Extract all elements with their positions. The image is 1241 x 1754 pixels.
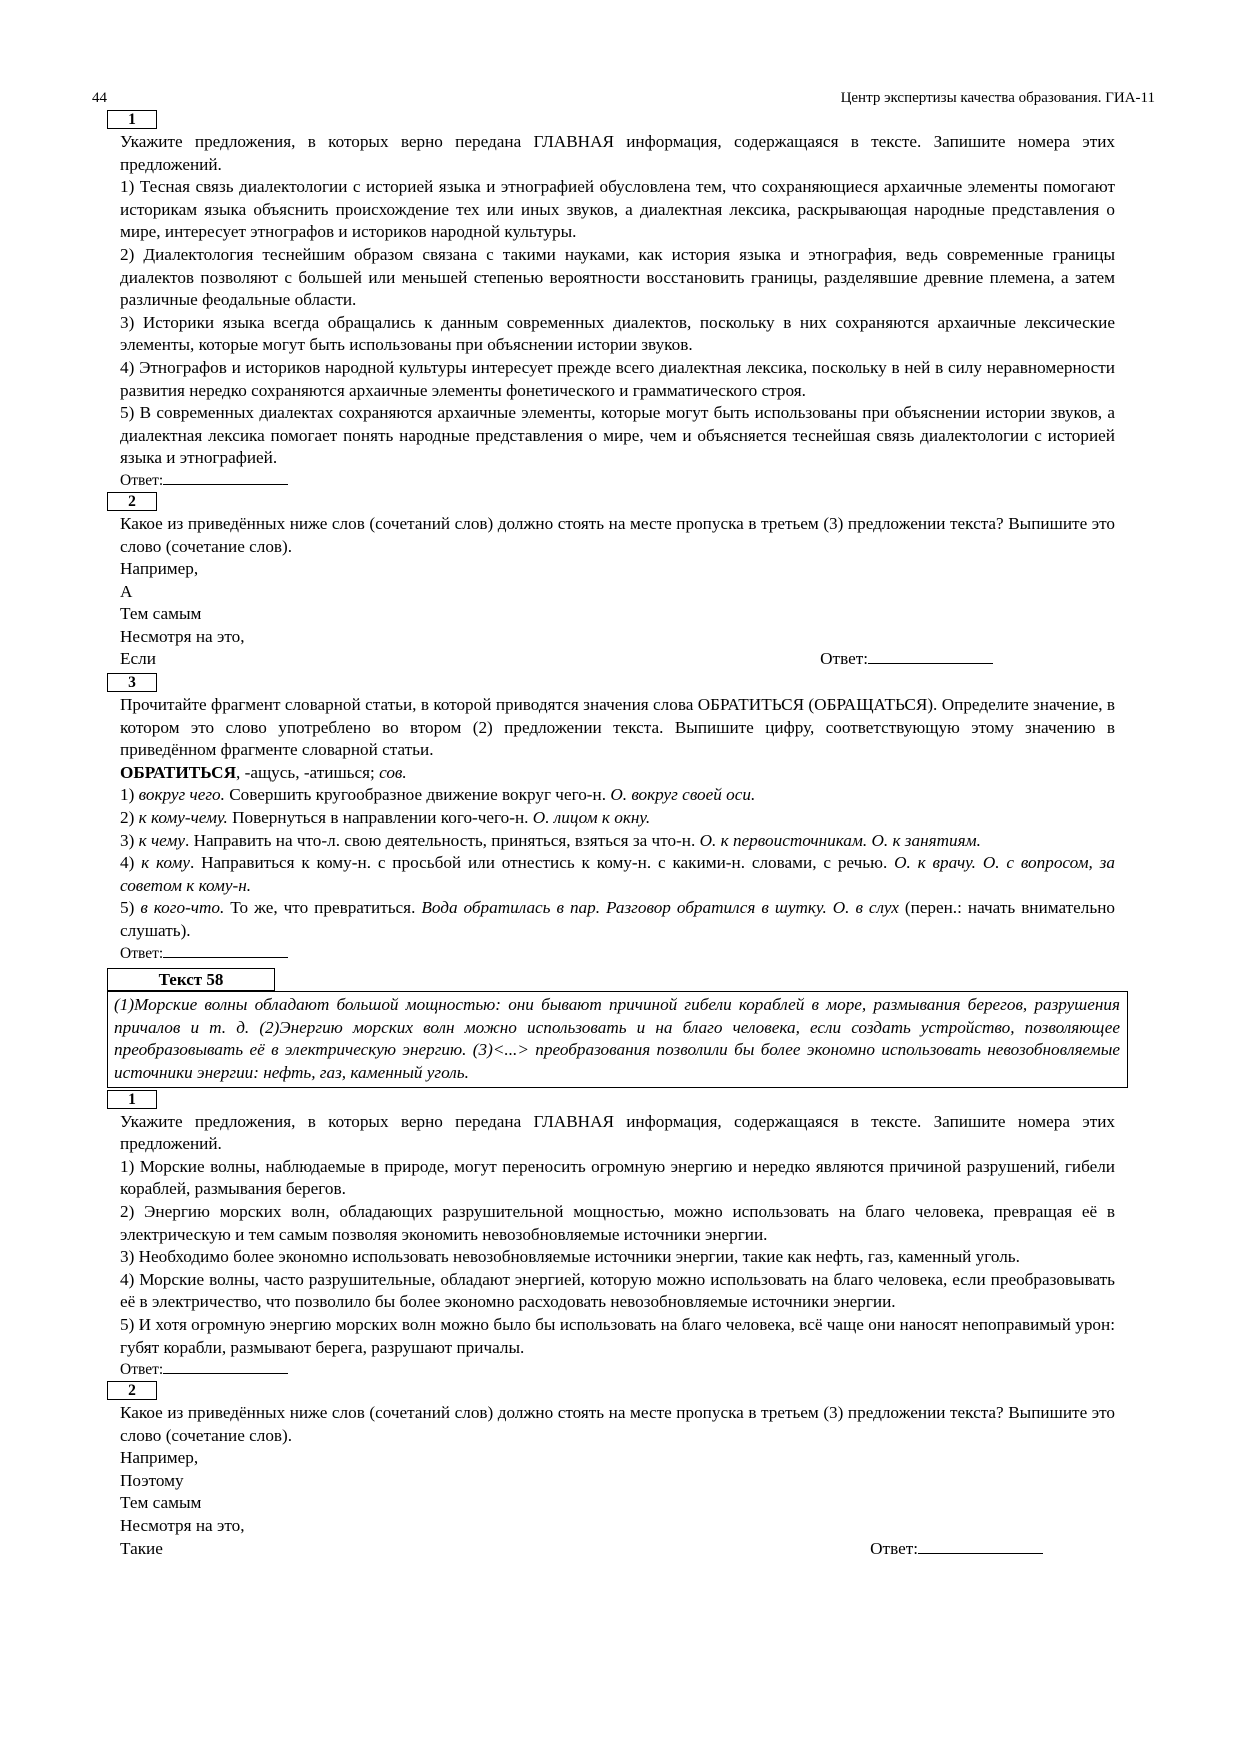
- word-option: Тем самым: [120, 604, 202, 624]
- answer-label: Ответ:: [120, 944, 164, 962]
- dictionary-meaning: 4) к кому. Направиться к кому-н. с просьбой или отнестись к кому-н. с какими-н. словами, с речью. О. к врачу. О. с вопросом, за советом к кому-н.: [120, 853, 1115, 895]
- page-content: [114, 108, 1120, 1560]
- word-option: Поэтому: [120, 1470, 184, 1490]
- answer-label: Ответ:: [820, 649, 868, 669]
- answer-option: 5) И хотя огромную энергию морских волн можно было бы использовать на благо человека, всё чаще они наносят непоправимый урон: губят корабли, размывают берега, разрушают причалы.: [120, 1314, 1115, 1357]
- answer-field[interactable]: [870, 1538, 1043, 1561]
- task-instruction: Какое из приведённых ниже слов (сочетаний слов) должно стоять на месте пропуска в третьем (3) предложении текста? Выпишите это слово (сочетание слов).: [120, 1403, 1115, 1445]
- task-instruction: Прочитайте фрагмент словарной статьи, в которой приводятся значения слова ОБРАТИТЬСЯ (ОБРАЩАТЬСЯ). Определите значение, в котором это слово употреблено во втором (2) предложении текста. Выпишите цифру, соответствующую этому значению в приведённом фрагменте словарной статьи.: [120, 695, 1115, 760]
- text-title-box: Текст 58: [107, 968, 275, 991]
- word-option: Если: [120, 649, 156, 669]
- dictionary-headword: ОБРАТИТЬСЯ: [120, 762, 236, 782]
- headword-forms: , -ащусь, -атишься;: [236, 762, 380, 782]
- word-option: Несмотря на это,: [120, 1516, 245, 1536]
- running-header: Центр экспертизы качества образования. ГИА-11: [840, 90, 1155, 106]
- answer-field[interactable]: [120, 1359, 1115, 1379]
- page-number: 44: [92, 90, 107, 106]
- answer-option: 3) Необходимо более экономно использовать невозобновляемые источники энергии, такие как нефть, газ, каменный уголь.: [120, 1247, 1020, 1267]
- answer-blank[interactable]: [868, 649, 993, 664]
- answer-label: Ответ:: [870, 1538, 918, 1558]
- word-option: Тем самым: [120, 1493, 202, 1513]
- dictionary-meaning: 2) к кому-чему. Повернуться в направлении кого-чего-н. О. лицом к окну.: [120, 808, 651, 828]
- task-instruction: Укажите предложения, в которых верно передана ГЛАВНАЯ информация, содержащаяся в тексте. Запишите номера этих предложений.: [120, 1111, 1115, 1154]
- task-number-box: 2: [107, 1381, 157, 1400]
- answer-field[interactable]: [820, 648, 993, 671]
- answer-option: 4) Морские волны, часто разрушительные, обладают энергией, которую можно использовать на благо человека, если преобразовывать её в электричество, что позволило бы более экономно расходовать невозобновляемые источники энергии.: [120, 1269, 1115, 1312]
- answer-field[interactable]: [120, 470, 1115, 490]
- option-row: [120, 1538, 1115, 1561]
- task-number-box: 3: [107, 673, 157, 692]
- answer-option: 2) Диалектология теснейшим образом связана с такими науками, как история языка и этнография, ведь современные границы диалектов позволяют с большей или меньшей степенью вероятности восстановить границы, разделявшие древние племена, а затем различные феодальные области.: [120, 244, 1115, 310]
- headword-pos: сов.: [379, 762, 407, 782]
- word-option: Например,: [120, 559, 199, 579]
- answer-blank[interactable]: [163, 943, 288, 958]
- answer-option: 5) В современных диалектах сохраняются архаичные элементы, которые могут быть использованы при объяснении истории звуков, а диалектная лексика помогает понять народные представления о мире, чем и объясняется теснейшая связь диалектологии с историей языка и этнографией.: [120, 403, 1115, 468]
- answer-blank[interactable]: [918, 1539, 1043, 1554]
- answer-blank[interactable]: [163, 1359, 288, 1374]
- word-option: Такие: [120, 1538, 163, 1558]
- answer-label: Ответ:: [120, 471, 164, 489]
- answer-blank[interactable]: [163, 470, 288, 485]
- task-number-box: 1: [107, 1090, 157, 1109]
- task-number-box: 1: [107, 110, 157, 129]
- answer-field[interactable]: [120, 943, 1115, 963]
- dictionary-meaning: 3) к чему. Направить на что-л. свою деятельность, приняться, взяться за что-н. О. к первоисточникам. О. к занятиям.: [120, 830, 981, 850]
- word-option: А: [120, 581, 133, 601]
- task-instruction: Укажите предложения, в которых верно передана ГЛАВНАЯ информация, содержащаяся в тексте. Запишите номера этих предложений.: [120, 132, 1115, 174]
- task-instruction: Какое из приведённых ниже слов (сочетаний слов) должно стоять на месте пропуска в третьем (3) предложении текста? Выпишите это слово (сочетание слов).: [120, 513, 1115, 556]
- dictionary-meaning: 1) вокруг чего. Совершить кругообразное движение вокруг чего-н. О. вокруг своей оси.: [120, 785, 756, 805]
- answer-option: 3) Историки языка всегда обращались к данным современных диалектов, поскольку в них сохраняются архаичные лексические элементы, которые могут быть использованы при объяснении истории звуков.: [120, 312, 1115, 355]
- answer-option: 1) Морские волны, наблюдаемые в природе, могут переносить огромную энергию и нередко являются причиной разрушений, гибели кораблей, размывания берегов.: [120, 1156, 1115, 1199]
- source-text-box: (1)Морские волны обладают большой мощностью: они бывают причиной гибели кораблей в море, размывания берегов, разрушения причалов и т. д. (2)Энергию морских волн можно использовать и на благо человека, если создать устройство, позволяющее преобразовывать её в электрическую энергию. (3)<...> преобразования позволили бы более экономно использовать невозобновляемые источники энергии: нефть, газ, каменный уголь.: [107, 991, 1128, 1087]
- answer-option: 2) Энергию морских волн, обладающих разрушительной мощностью, можно использовать на благо человека, превращая её в электрическую и тем самым позволяя экономить невозобновляемые источники энергии.: [120, 1201, 1115, 1244]
- answer-option: 1) Тесная связь диалектологии с историей языка и этнографией обусловлена тем, что сохраняющиеся архаичные элементы помогают историкам языка объяснить происхождение тех или иных звуков, а диалектная лексика, раскрывающая народные представления о мире, интересует этнографов и историков народной культуры.: [120, 177, 1115, 242]
- option-row: [120, 648, 1115, 671]
- dictionary-headword-line: [120, 762, 1115, 785]
- word-option: Несмотря на это,: [120, 626, 245, 646]
- dictionary-meaning: 5) в кого-что. То же, что превратиться. Вода обратилась в пар. Разговор обратился в шутку. О. в слух (перен.: начать внимательно слушать).: [120, 898, 1115, 940]
- word-option: Например,: [120, 1448, 199, 1468]
- task-number-box: 2: [107, 492, 157, 511]
- answer-option: 4) Этнографов и историков народной культуры интересует прежде всего диалектная лексика, поскольку в ней в силу неравномерности развития нередко сохраняются архаичные элементы фонетического и грамматического строя.: [120, 357, 1115, 400]
- answer-label: Ответ:: [120, 1361, 164, 1379]
